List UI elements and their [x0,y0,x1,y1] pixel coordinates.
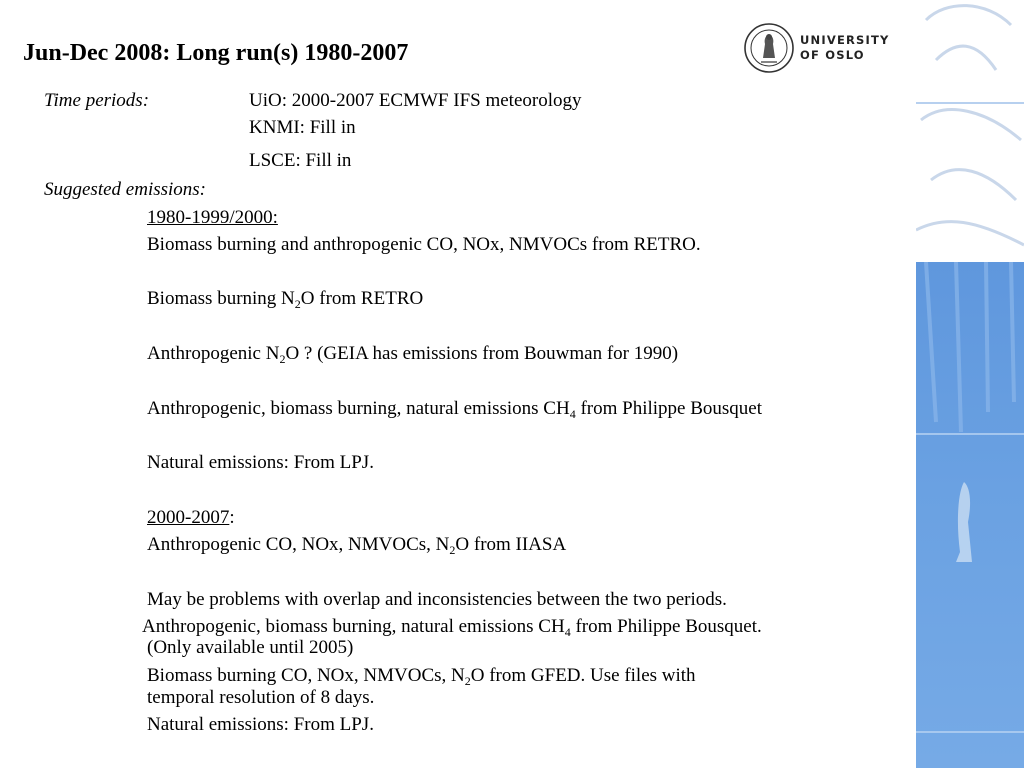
period2-ch4 [142,616,762,638]
statue-sketch-icon [916,0,1024,262]
logo-line-1: UNIVERSITY [800,33,890,47]
suggested-emissions-label: Suggested emissions: [44,179,207,200]
university-logo [743,22,903,74]
text-part: Anthropogenic, biomass burning, natural emissions CH [142,616,565,637]
period2-gfed-line2: temporal resolution of 8 days. [147,687,375,708]
period1-ch4 [147,398,762,420]
slide-title: Jun-Dec 2008: Long run(s) 1980-2007 [23,40,409,66]
period2-gfed [147,665,696,687]
period1-natural: Natural emissions: From LPJ. [147,452,374,473]
strip-top-panel [916,0,1024,262]
subscript: 2 [294,297,301,311]
text-part: Biomass burning N [147,288,295,309]
text-part: from Philippe Bousquet. [570,616,762,637]
period1-n2o-biomass [147,288,423,310]
text-part: : [229,507,235,528]
subscript: 2 [449,543,456,557]
time-period-knmi: KNMI: Fill in [249,117,356,138]
period2-heading [147,507,235,529]
subscript: 2 [279,352,286,366]
period2-ch4-note: (Only available until 2005) [147,637,354,658]
text-part: Anthropogenic, biomass burning, natural emissions CH [147,398,570,419]
period1-n2o-anthro [147,343,678,365]
period2-heading-text: 2000-2007 [147,507,230,528]
text-part: Anthropogenic CO, NOx, NMVOCs, N [147,534,450,555]
strip-bottom-panel [916,262,1024,768]
text-part: O from RETRO [300,288,424,309]
strip-pattern-icon [916,262,1024,768]
subscript: 4 [569,407,576,421]
text-part: O from IIASA [455,534,567,555]
period2-overlap: May be problems with overlap and inconsistencies between the two periods. [147,589,727,610]
text-part: from Philippe Bousquet [575,398,763,419]
period1-heading: 1980-1999/2000: [147,207,278,228]
period1-biomass-anthro: Biomass burning and anthropogenic CO, NOx, NMVOCs from RETRO. [147,234,701,255]
seal-icon [743,22,795,74]
period2-anthro [147,534,566,556]
text-part: Anthropogenic N [147,343,280,364]
period2-natural: Natural emissions: From LPJ. [147,714,374,735]
logo-line-2: OF OSLO [800,48,865,62]
subscript: 2 [464,674,471,688]
time-period-uio: UiO: 2000-2007 ECMWF IFS meteorology [249,90,582,111]
text-part: O from GFED. Use files with [470,665,696,686]
text-part: O ? (GEIA has emissions from Bouwman for 1990) [285,343,679,364]
subscript: 4 [564,625,571,639]
text-part: Biomass burning CO, NOx, NMVOCs, N [147,665,465,686]
decorative-strip [916,0,1024,768]
time-period-lsce: LSCE: Fill in [249,150,352,171]
time-periods-label: Time periods: [44,90,150,111]
